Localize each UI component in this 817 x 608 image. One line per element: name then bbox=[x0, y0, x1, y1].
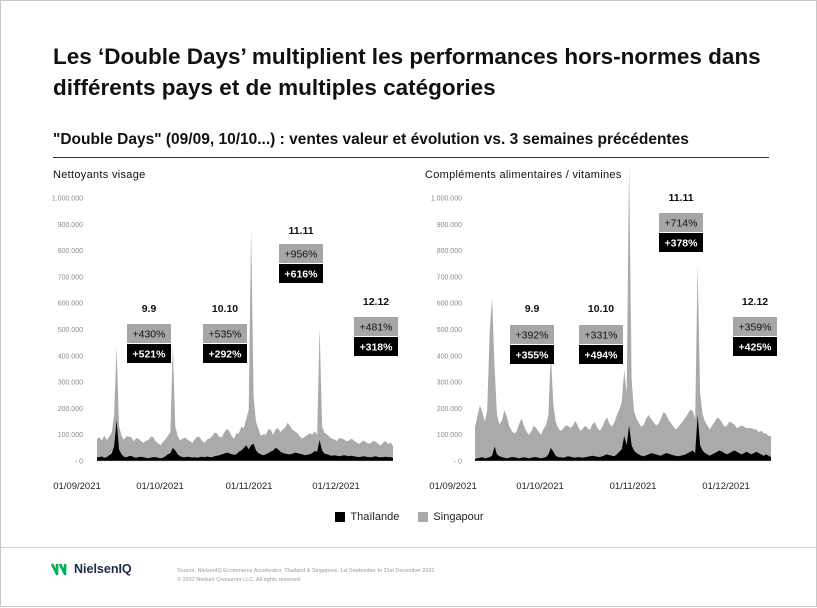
event-th-change-1-2: +378% bbox=[664, 237, 698, 250]
event-sg-change-0-0: +430% bbox=[132, 328, 166, 341]
y-tick-label-0-3: 700.000 bbox=[57, 274, 83, 282]
nielseniq-logo bbox=[51, 561, 132, 577]
y-tick-label-1-3: 700.000 bbox=[436, 274, 462, 282]
source-note bbox=[177, 567, 435, 585]
y-tick-label-0-8: 200.000 bbox=[57, 405, 83, 413]
page-subtitle: "Double Days" (09/09, 10/10...) : ventes valeur et évolution vs. 3 semaines précédentes bbox=[53, 131, 689, 148]
x-tick-label-0-1: 01/10/2021 bbox=[136, 481, 184, 492]
event-th-change-0-1: +292% bbox=[208, 348, 242, 361]
y-tick-label-1-4: 600.000 bbox=[436, 300, 462, 308]
x-tick-label-1-3: 01/12/2021 bbox=[702, 481, 750, 492]
y-tick-label-1-9: 100.000 bbox=[436, 432, 462, 440]
event-sg-change-0-3: +481% bbox=[359, 321, 393, 334]
chart-title-0: Nettoyants visage bbox=[53, 169, 146, 181]
event-sg-change-1-2: +714% bbox=[664, 217, 698, 230]
y-tick-label-1-0: 1.000.000 bbox=[430, 195, 462, 203]
y-tick-label-0-1: 900.000 bbox=[57, 221, 83, 229]
event-th-change-0-2: +616% bbox=[284, 268, 318, 281]
x-tick-label-0-0: 01/09/2021 bbox=[53, 481, 101, 492]
legend-swatch-singapour bbox=[418, 512, 428, 522]
event-th-change-0-0: +521% bbox=[132, 348, 166, 361]
y-tick-label-1-6: 400.000 bbox=[436, 353, 462, 361]
event-sg-change-1-1: +331% bbox=[584, 329, 618, 342]
page-title: Les ‘Double Days’ multiplient les performances hors-normes dans différents pays et de multiples catégories bbox=[53, 44, 761, 100]
x-tick-label-1-2: 01/11/2021 bbox=[609, 481, 657, 492]
y-tick-label-0-9: 100.000 bbox=[57, 432, 83, 440]
y-tick-label-0-0: 1.000.000 bbox=[51, 195, 83, 203]
y-tick-label-1-5: 500.000 bbox=[436, 327, 462, 334]
x-tick-label-0-2: 01/11/2021 bbox=[225, 481, 273, 492]
y-tick-label-0-2: 800.000 bbox=[57, 248, 83, 256]
nielseniq-logo-text: NielsenIQ bbox=[74, 562, 132, 576]
y-tick-label-1-7: 300.000 bbox=[436, 379, 462, 387]
nielseniq-logo-icon bbox=[51, 561, 71, 577]
x-tick-label-0-3: 01/12/2021 bbox=[312, 481, 360, 492]
chart-legend bbox=[1, 511, 817, 525]
event-label-1-2: 11.11 bbox=[668, 192, 694, 204]
event-sg-change-1-3: +359% bbox=[738, 321, 772, 334]
y-tick-label-0-5: 500.000 bbox=[57, 327, 83, 334]
legend-label-thailande: Thaïlande bbox=[350, 511, 400, 523]
y-tick-label-0-7: 300.000 bbox=[57, 379, 83, 387]
event-label-0-1: 10.10 bbox=[211, 303, 239, 315]
event-th-change-1-0: +355% bbox=[515, 349, 549, 362]
event-th-change-1-1: +494% bbox=[584, 349, 618, 362]
legend-label-singapour: Singapour bbox=[433, 511, 484, 523]
event-sg-change-1-0: +392% bbox=[515, 329, 549, 342]
event-sg-change-0-2: +956% bbox=[284, 248, 318, 261]
legend-swatch-thailande bbox=[335, 512, 345, 522]
x-tick-label-1-0: 01/09/2021 bbox=[429, 481, 477, 492]
source-line-2: © 2022 Nielsen Consumer LLC. All rights reserved. bbox=[177, 577, 302, 583]
event-sg-change-0-1: +535% bbox=[208, 328, 242, 341]
chart-title-1: Compléments alimentaires / vitamines bbox=[425, 169, 622, 181]
source-line-1: Source: NielsenIQ Ecommerce Accelerator, Thailand & Singapore, 1st September to 31st December 2021 bbox=[177, 568, 435, 574]
y-tick-label-1-10: - 0 bbox=[453, 458, 462, 466]
legend-item-thailande bbox=[335, 511, 399, 523]
event-label-0-0: 9.9 bbox=[141, 303, 157, 315]
event-label-1-3: 12.12 bbox=[741, 296, 769, 308]
x-tick-label-1-1: 01/10/2021 bbox=[516, 481, 564, 492]
y-tick-label-1-8: 200.000 bbox=[436, 405, 462, 413]
event-th-change-0-3: +318% bbox=[359, 341, 393, 354]
y-tick-label-0-4: 600.000 bbox=[57, 300, 83, 308]
event-label-0-3: 12.12 bbox=[362, 296, 390, 308]
event-label-1-1: 10.10 bbox=[587, 303, 615, 315]
y-tick-label-0-10: - 0 bbox=[74, 458, 83, 466]
y-tick-label-0-6: 400.000 bbox=[57, 353, 83, 361]
area-singapour-1 bbox=[475, 163, 771, 462]
y-tick-label-1-2: 800.000 bbox=[436, 248, 462, 256]
event-label-1-0: 9.9 bbox=[524, 303, 540, 315]
event-th-change-1-3: +425% bbox=[738, 341, 772, 354]
y-tick-label-1-1: 900.000 bbox=[436, 221, 462, 229]
event-label-0-2: 11.11 bbox=[288, 225, 314, 237]
legend-item-singapour bbox=[418, 511, 483, 523]
footer-divider bbox=[1, 547, 816, 548]
